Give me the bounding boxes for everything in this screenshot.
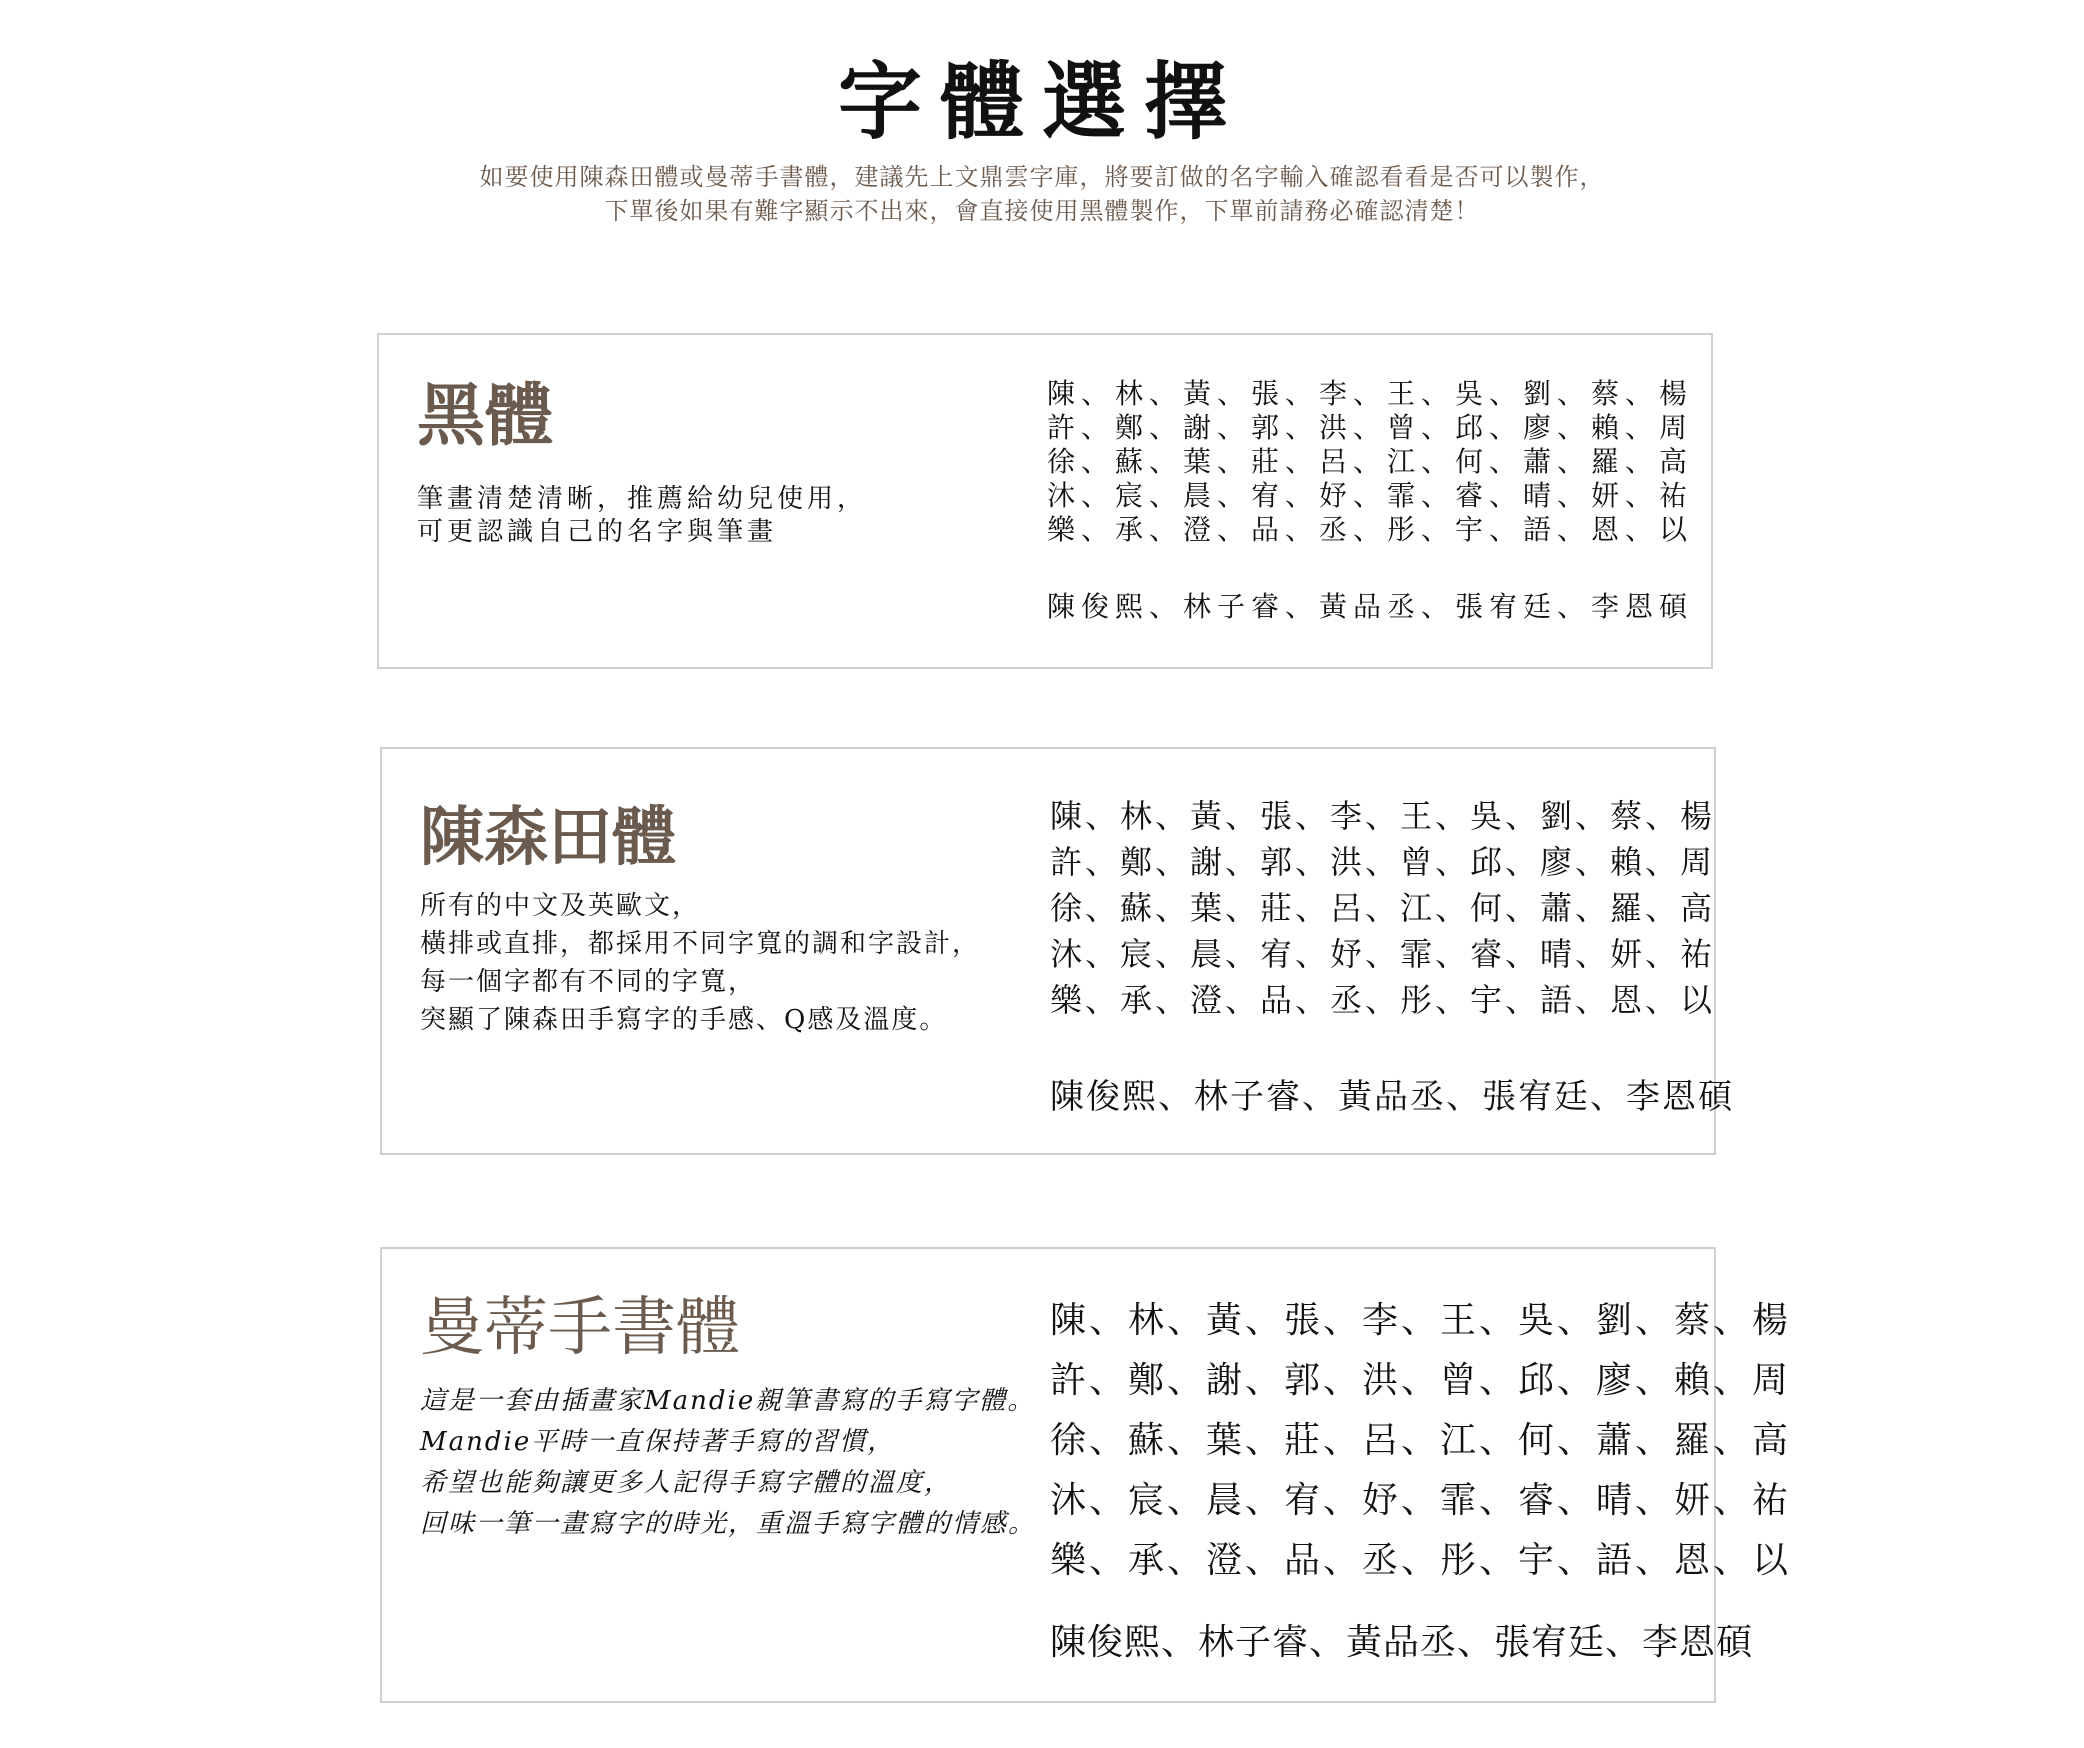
page-title: 字體選擇 xyxy=(837,53,1246,151)
font-description xyxy=(417,483,867,549)
description-line: 這是一套由插畫家Mandie親筆書寫的手寫字體。 xyxy=(420,1386,1036,1416)
surname-row: 許、鄭、謝、郭、洪、曾、邱、廖、賴、周 xyxy=(1047,411,1694,444)
surname-row: 陳、林、黃、張、李、王、吳、劉、蔡、楊 xyxy=(1050,797,1716,835)
surname-grid xyxy=(1050,793,1715,1023)
description-line: 可更認識自己的名字與筆畫 xyxy=(417,517,778,547)
description-line: 回味一筆一畫寫字的時光，重溫手寫字體的情感。 xyxy=(420,1509,1037,1539)
description-line: 所有的中文及英歐文， xyxy=(420,891,701,921)
description-line: 橫排或直排，都採用不同字寬的調和字設計， xyxy=(420,929,981,959)
description-line: 筆畫清楚清晰，推薦給幼兒使用， xyxy=(417,484,868,514)
intro-line: 如要使用陳森田體或曼蒂手書體，建議先上文鼎雲字庫，將要訂做的名字輸入確認看看是否可以製作， xyxy=(479,163,1605,191)
font-name: 黑體 xyxy=(417,377,554,456)
surname-row: 沐、宸、晨、宥、妤、霏、睿、晴、妍、祐 xyxy=(1050,1480,1792,1521)
sample-names: 陳俊熙、林子睿、黃品丞、張宥廷、李恩碩 xyxy=(1047,590,1694,623)
surname-row: 許、鄭、謝、郭、洪、曾、邱、廖、賴、周 xyxy=(1050,1360,1792,1401)
surname-row: 沐、宸、晨、宥、妤、霏、睿、晴、妍、祐 xyxy=(1050,935,1716,973)
font-card-mandie xyxy=(380,1247,1792,1703)
surname-row: 陳、林、黃、張、李、王、吳、劉、蔡、楊 xyxy=(1047,377,1694,410)
surname-row: 徐、蘇、葉、莊、呂、江、何、蕭、羅、高 xyxy=(1050,889,1716,927)
font-name: 曼蒂手書體 xyxy=(420,1291,740,1365)
sample-names: 陳俊熙、林子睿、黃品丞、張宥廷、李恩碩 xyxy=(1050,1077,1734,1117)
surname-row: 樂、承、澄、品、丞、彤、宇、語、恩、以 xyxy=(1050,981,1716,1019)
sample-names: 陳俊熙、林子睿、黃品丞、張宥廷、李恩碩 xyxy=(1050,1622,1754,1663)
description-line: 突顯了陳森田手寫字的手感、Q感及溫度。 xyxy=(420,1005,948,1035)
description-line: 希望也能夠讓更多人記得手寫字體的溫度， xyxy=(420,1468,953,1498)
intro-text xyxy=(0,160,2084,228)
surname-row: 徐、蘇、葉、莊、呂、江、何、蕭、羅、高 xyxy=(1050,1420,1792,1461)
font-description xyxy=(420,887,980,1039)
intro-line: 下單後如果有難字顯示不出來，會直接使用黑體製作，下單前請務必確認清楚！ xyxy=(604,197,1480,225)
font-card-heiti xyxy=(377,333,1713,669)
surname-row: 樂、承、澄、品、丞、彤、宇、語、恩、以 xyxy=(1050,1540,1792,1581)
font-description xyxy=(420,1381,1036,1545)
description-line: Mandie平時一直保持著手寫的習慣， xyxy=(420,1427,896,1457)
surname-row: 徐、蘇、葉、莊、呂、江、何、蕭、羅、高 xyxy=(1047,445,1694,478)
surname-grid xyxy=(1050,1291,1791,1591)
font-name: 陳森田體 xyxy=(420,800,676,875)
surname-row: 許、鄭、謝、郭、洪、曾、邱、廖、賴、周 xyxy=(1050,843,1716,881)
surname-row: 樂、承、澄、品、丞、彤、宇、語、恩、以 xyxy=(1047,513,1694,546)
surname-grid xyxy=(1047,377,1693,547)
font-card-chensentian xyxy=(380,747,1734,1155)
surname-row: 沐、宸、晨、宥、妤、霏、睿、晴、妍、祐 xyxy=(1047,479,1694,512)
surname-row: 陳、林、黃、張、李、王、吳、劉、蔡、楊 xyxy=(1050,1300,1792,1341)
description-line: 每一個字都有不同的字寬， xyxy=(420,967,757,997)
